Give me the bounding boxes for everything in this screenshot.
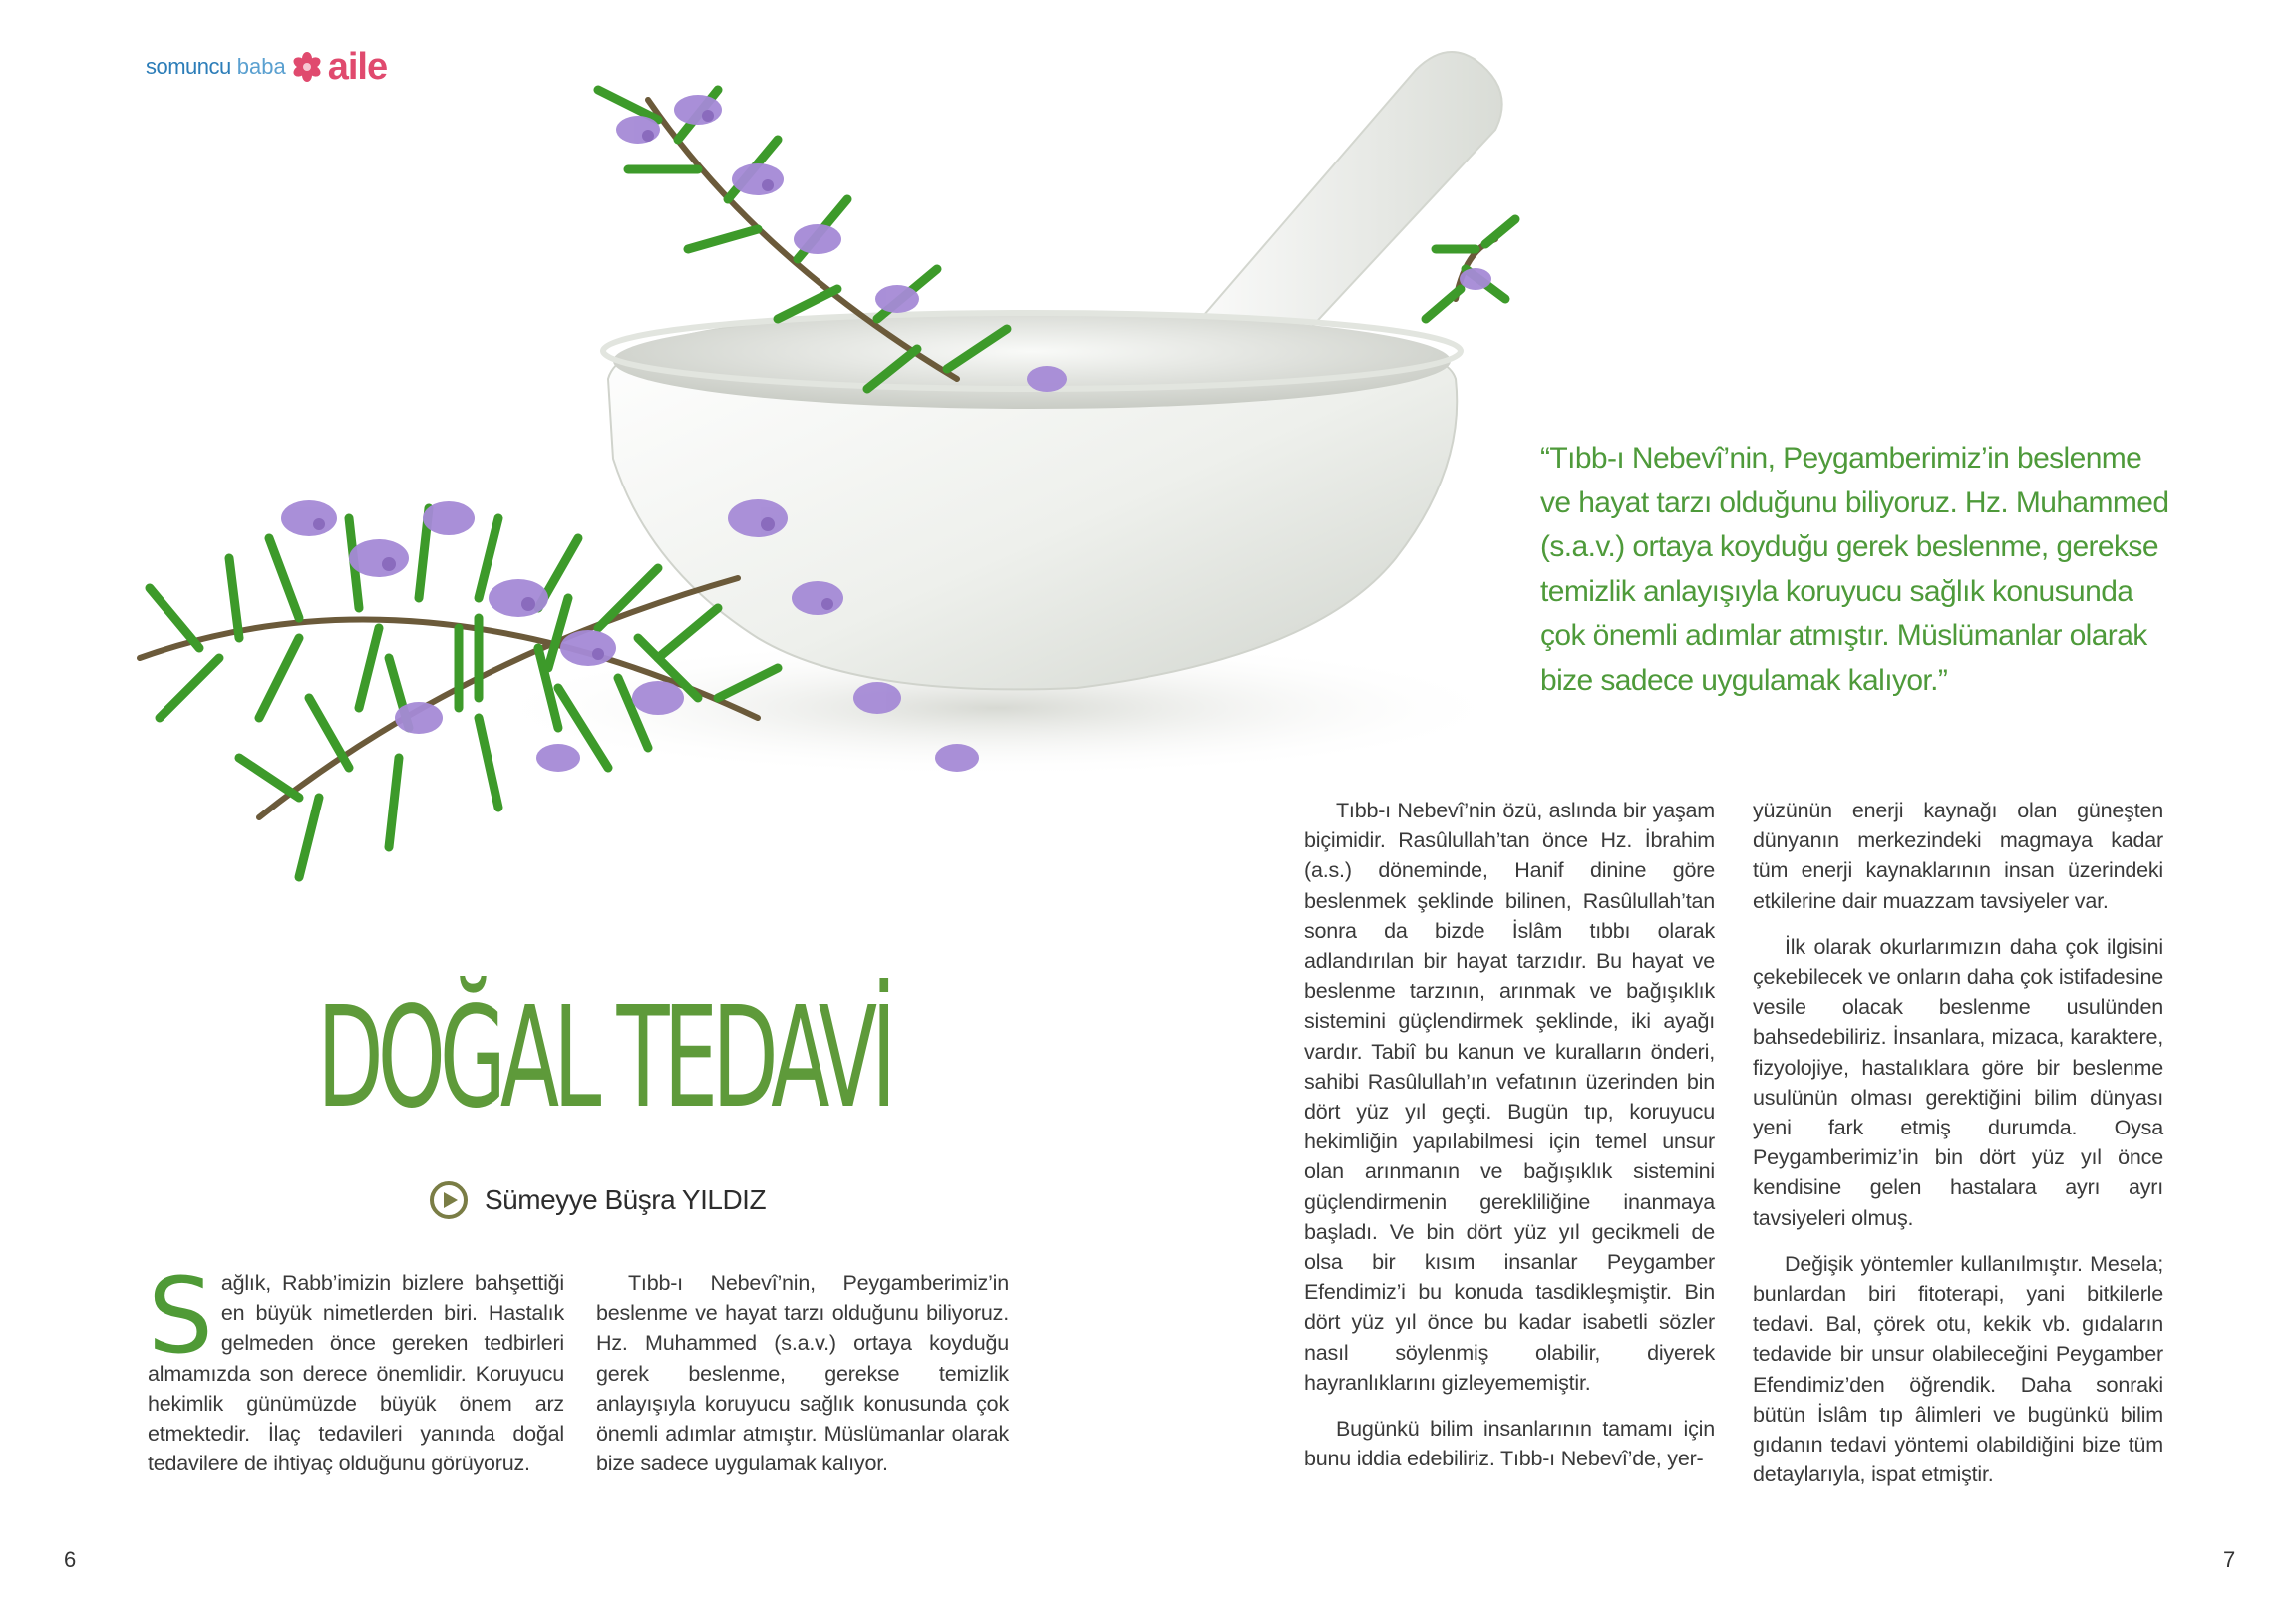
author-name: Sümeyye Büşra YILDIZ	[485, 1184, 767, 1215]
page-number-left: 6	[64, 1547, 77, 1572]
dropcap: S	[148, 1255, 213, 1377]
article-column-1	[148, 1255, 564, 1494]
article-title: DOĞAL TEDAVİ	[317, 977, 891, 1139]
author-byline	[429, 1180, 766, 1220]
paragraph: Değişik yöntemler kullanılmıştır. Mesela; bunlardan biri fitoterapi, yani bitkilerle tedavi. Bal, çörek otu, kekik vb. gıdaların tedavide bir unsur olabileceğini Peygamber Efendimiz’den öğrendik. Daha sonraki bütün İslâm tıp âlimleri ve bugünkü bilim gıdanın tedavi yöntemi olabildiğini bize tüm detaylarıyla, ispat etmiştir.	[1753, 1251, 2163, 1487]
brand-part-3: aile	[327, 46, 388, 88]
brand-part-1: somuncu	[146, 54, 231, 79]
paragraph: İlk olarak okurlarımızın daha çok ilgisini çekebilecek ve onların daha çok istifadesine vesile olacak beslenme usulünden bahsedebiliriz. İnsanlara, mizaca, karaktere, fizyolojiye, hastalıklara göre bir beslenme usulünün olması gerektiğini bilim dünyası yeni fark etmiş durumda. Oysa Peygamberimiz’in bin dört yüz yıl önce kendisine gelen hastalara ayrı ayrı tavsiyeleri olmuş.	[1753, 934, 2163, 1230]
page-number-right: 7	[2223, 1547, 2236, 1572]
paragraph: Bugünkü bilim insanlarının tamamı için bunu iddia edebiliriz. Tıbb-ı Nebevî’de, yer-	[1304, 1417, 1715, 1471]
paragraph: ağlık, Rabb’imizin bizlere bahşettiği en büyük nimetlerden biri. Hastalık gelmeden önce gereken tedbirleri almamızda son derece önemlidir. Koruyucu hekimlik günümüzde büyük önem arz etmektedir. İlaç tedavileri yanında doğal tedavilere de ihtiyaç olduğunu görüyoruz.	[148, 1271, 564, 1476]
article-column-4	[1753, 796, 2163, 1505]
article-column-3	[1304, 796, 1715, 1489]
paragraph: Tıbb-ı Nebevî’nin özü, aslında bir yaşam biçimidir. Rasûlullah’tan önce Hz. İbrahim (a.s.) döneminde, Hanif dinine göre beslenmek şeklinde bilinen, Rasûlullah’tan sonra da bizde İslâm tıbbı olarak adlandırılan bir hayat tarzıdır. Bu hayat ve beslenme tarzının, arınmak ve bağışıklık sistemini güçlendirmek şeklinde, iki ayağı vardır. Tabiî bu kanun ve kuralların önderi, sahibi Rasûlullah’ın vefatının üzerinden bin dört yüz yıl geçti. Bugün tıp, koruyucu hekimliğin yapılabilmesi için temel unsur olan arınmanın ve bağışıklık sistemini güçlendirmenin gerekliliğine inanmaya başladı. Ve bin dört yüz yıl gecikmeli de olsa bir kısım insanlar Peygamber Efendimiz’i bu konuda tasdikleşmiştir. Bin dört yüz yıl önce bu kadar isabetli sözler nasıl söylenmiş olabilir, diyerek hayranlıklarını gizleyememiştir.	[1304, 799, 1715, 1395]
pull-quote: “Tıbb-ı Nebevî’nin, Peygamberimiz’in beslenme ve hayat tarzı olduğunu biliyoruz. Hz. Muhammed (s.a.v.) ortaya koyduğu gerek beslenme, gerekse temizlik anlayışıyla koruyucu sağlık konusunda çok önemli adımlar atmıştır. Müslümanlar olarak bize sadece uygulamak kalıyor.”	[1540, 442, 2169, 697]
play-icon	[429, 1180, 469, 1220]
paragraph: yüzünün enerji kaynağı olan güneşten dünyanın merkezindeki magmaya kadar tüm enerji kaynaklarının insan üzerindeki etkilerine dair muazzam tavsiyeler var.	[1753, 799, 2163, 913]
paragraph: Tıbb-ı Nebevî’nin, Peygamberimiz’in beslenme ve hayat tarzı olduğunu biliyoruz. Hz. Muhammed (s.a.v.) ortaya koyduğu gerek beslenme, gerekse temizlik anlayışıyla koruyucu sağlık konusunda çok önemli adımlar atmıştır. Müslümanlar olarak bize sadece uygulamak kalıyor.	[596, 1271, 1009, 1476]
brand-part-2: baba	[236, 54, 286, 79]
article-column-2	[596, 1268, 1009, 1494]
